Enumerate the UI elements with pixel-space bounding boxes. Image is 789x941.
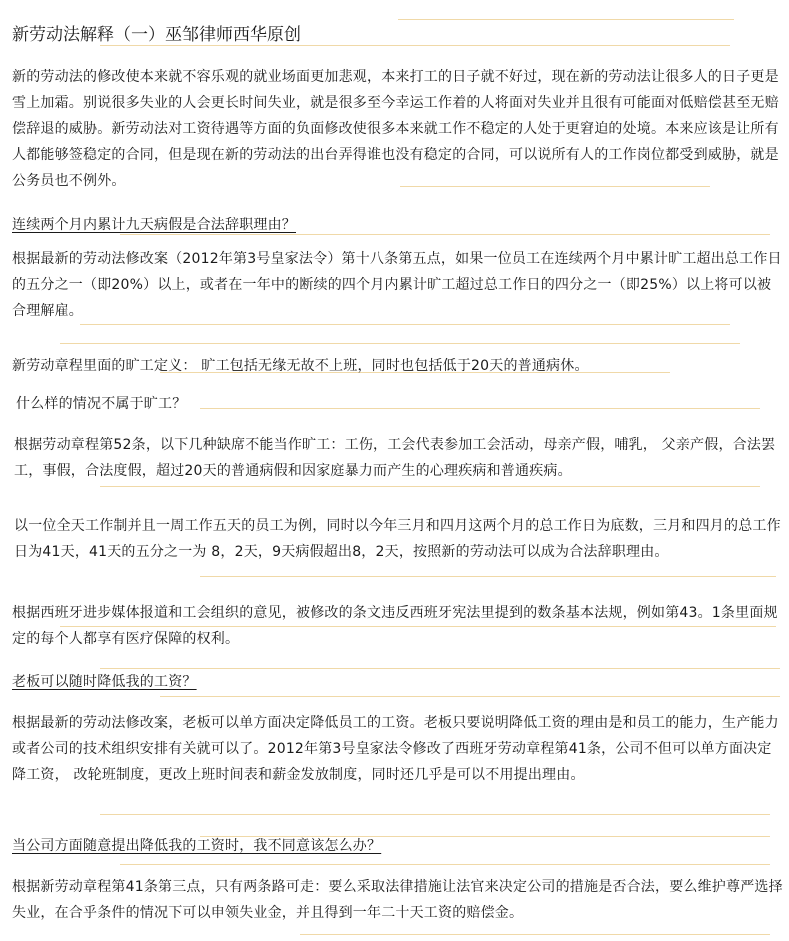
question-1-text: 连续两个月内累计九天病假是合法辞职理由？	[12, 217, 296, 233]
question-4-text: 当公司方面随意提出降低我的工资时，我不同意该怎么办？	[12, 838, 382, 854]
question-3-text: 老板可以随时降低我的工资？	[12, 674, 197, 690]
question-1	[12, 212, 784, 238]
media-paragraph: 根据西班牙进步媒体报道和工会组织的意见，被修改的条文违反西班牙宪法里提到的数条基本法规，例如第43。1条里面规定的每个人都享有医疗保障的权利。	[12, 605, 778, 647]
page-title: 新劳动法解释（一）巫邹律师西华原创	[12, 25, 301, 45]
rule-line	[100, 45, 730, 46]
answer-1: 根据最新的劳动法修改案（2012年第3号皇家法令）第十八条第五点，如果一位员工在连续两个月中累计旷工超出总工作日的五分之一（即20%）以上，或者在一年中的断续的四个月内累计旷工超过总工作日的四分之一（即25%）以上将可以被合理解雇。	[12, 251, 782, 319]
rule-line	[80, 324, 730, 325]
definition-paragraph: 新劳动章程里面的旷工定义： 旷工包括无缘无故不上班，同时也包括低于20天的普通病休。	[12, 358, 589, 374]
rule-line	[200, 576, 776, 577]
rule-line	[300, 934, 770, 935]
example-paragraph: 以一位全天工作制并且一周工作五天的员工为例，同时以今年三月和四月这两个月的总工作日为底数，三月和四月的总工作日为41天，41天的五分之一为 8，2天，9天病假超出8，2天，按照新的劳动法可以成为合法辞职理由。	[14, 518, 781, 560]
question-2: 什么样的情况不属于旷工？	[16, 396, 187, 412]
rule-line	[120, 864, 770, 865]
question-4	[12, 833, 784, 859]
answer-2: 根据劳动章程第52条，以下几种缺席不能当作旷工：工伤，工会代表参加工会活动，母亲产假，哺乳， 父亲产假，合法罢工，事假，合法度假，超过20天的普通病假和因家庭暴力而产生的心理疾病和普通疾病。	[14, 437, 776, 479]
answer-4: 根据新劳动章程第41条第三点，只有两条路可走：要么采取法律措施让法官来决定公司的措施是否合法，要么维护尊严选择失业，在合乎条件的情况下可以申领失业金，并且得到一年二十天工资的赔偿金。	[12, 879, 783, 921]
question-3	[12, 669, 784, 695]
intro-paragraph: 新的劳动法的修改使本来就不容乐观的就业场面更加悲观，本来打工的日子就不好过，现在新的劳动法让很多人的日子更是雪上加霜。别说很多失业的人会更长时间失业，就是很多至今幸运工作着的人将面对失业并且很有可能面对低赔偿甚至无赔偿辞退的威胁。新劳动法对工资待遇等方面的负面修改使很多本来就工作不稳定的人处于更窘迫的处境。本来应该是让所有人都能够签稳定的合同，但是现在新的劳动法的出台弄得谁也没有稳定的合同，可以说所有人的工作岗位都受到威胁，就是公务员也不例外。	[12, 69, 779, 189]
answer-3: 根据最新的劳动法修改案，老板可以单方面决定降低员工的工资。老板只要说明降低工资的理由是和员工的能力，生产能力或者公司的技术组织安排有关就可以了。2012年第3号皇家法令修改了西班牙劳动章程第41条，公司不但可以单方面决定降工资， 改轮班制度，更改上班时间表和薪金发放制度，同时还几乎是可以不用提出理由。	[12, 715, 779, 783]
rule-line	[100, 814, 770, 815]
rule-line	[60, 343, 740, 344]
rule-line	[398, 19, 734, 20]
rule-line	[100, 486, 760, 487]
rule-line	[160, 696, 780, 697]
